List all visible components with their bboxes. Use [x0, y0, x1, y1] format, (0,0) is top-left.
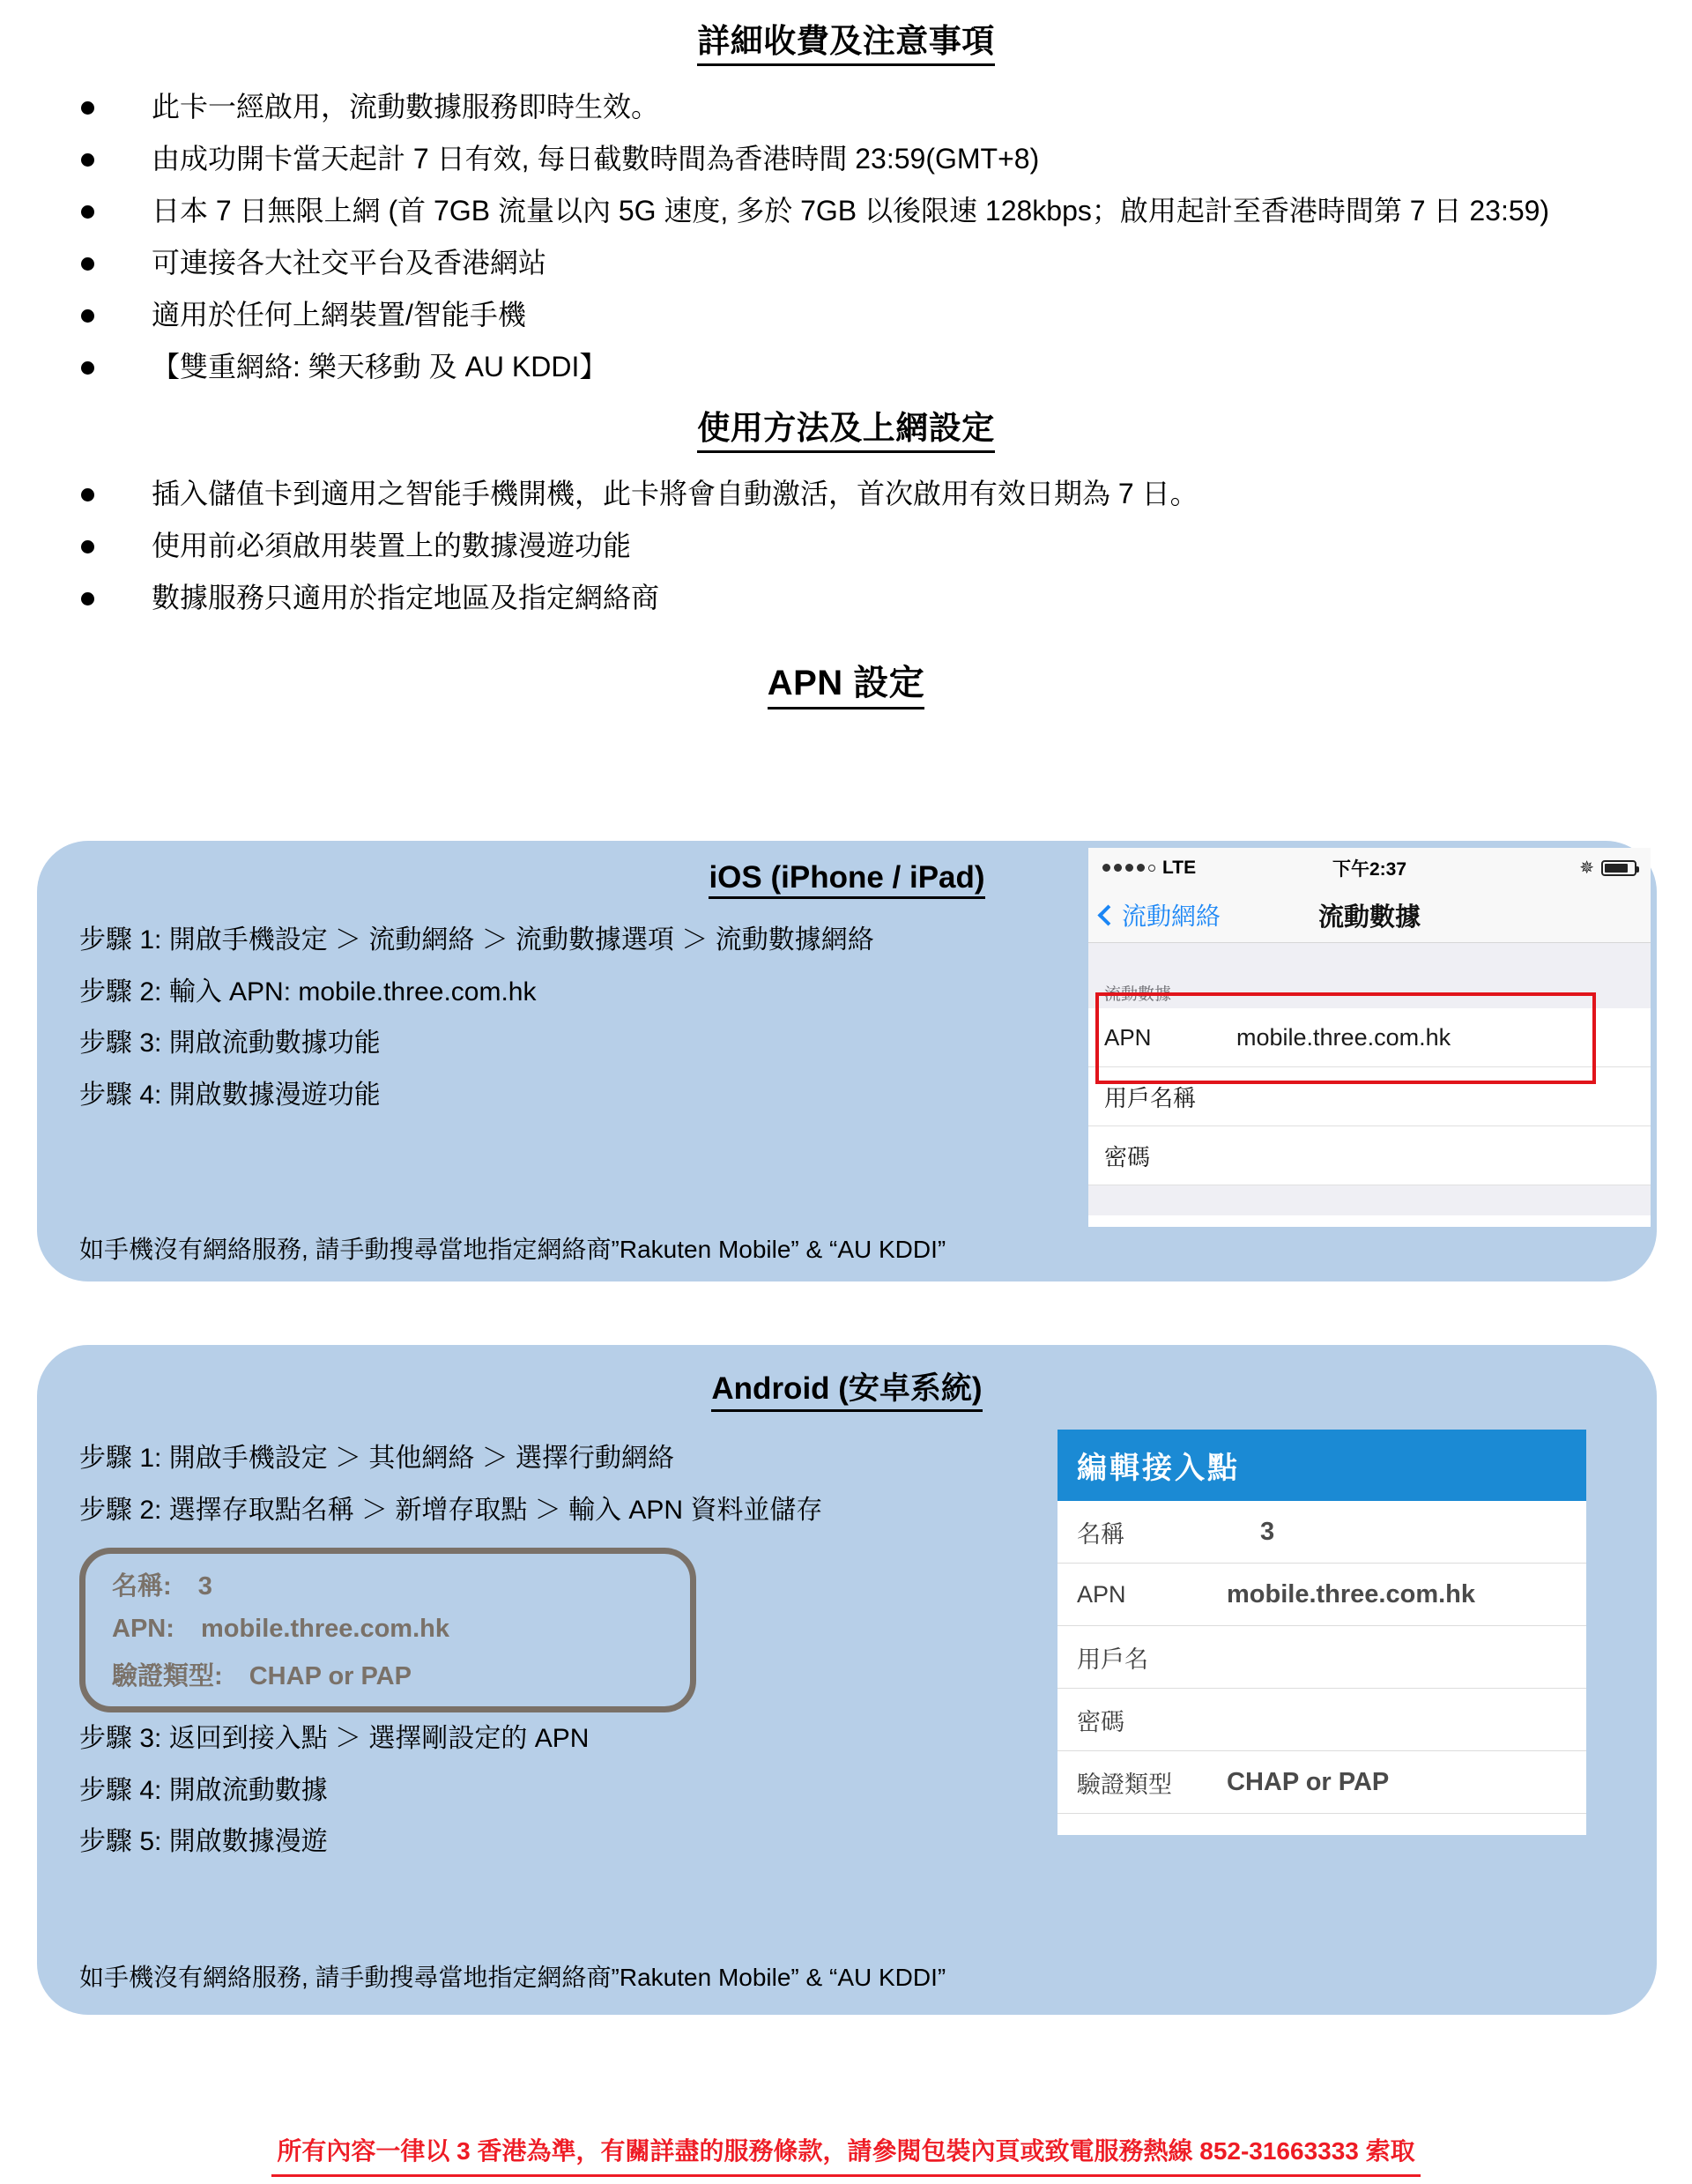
callout-auth-line — [112, 1656, 664, 1692]
list-item — [0, 193, 1692, 229]
callout-apn-key: APN: — [112, 1615, 174, 1643]
android-panel — [37, 1345, 1657, 2015]
status-bar-right-cluster — [1579, 857, 1636, 879]
android-row-username[interactable] — [1058, 1626, 1586, 1689]
ios-panel-note-text: 如手機沒有網絡服務, 請手動搜尋當地指定網絡商”Rakuten Mobile” & “AU KDDI” — [79, 1236, 946, 1263]
bullet-text: 數據服務只適用於指定地區及指定網絡商 — [152, 581, 660, 613]
android-apn-card-header — [1058, 1430, 1586, 1501]
callout-name-key: 名稱: — [112, 1572, 172, 1601]
android-row-username-key: 用戶名 — [1077, 1645, 1148, 1673]
callout-apn-line — [112, 1615, 664, 1644]
android-row-name[interactable] — [1058, 1501, 1586, 1564]
android-apn-callout — [79, 1548, 696, 1712]
bullet-dot-icon — [81, 309, 94, 323]
ios-status-bar — [1088, 848, 1651, 888]
footer-disclaimer-text: 所有內容一律以 3 香港為準，有關詳盡的服務條款，請參閱包裝內頁或致電服務熱線 852-31663333 索取 — [271, 2132, 1420, 2177]
section-1-bullet-list — [0, 89, 1692, 385]
list-item — [0, 580, 1692, 616]
ios-step-3-text: 步驟 3: 開啟流動數據功能 — [79, 1029, 381, 1058]
status-bar-clock: 下午2:37 — [1332, 858, 1407, 880]
ios-username-row[interactable] — [1088, 1067, 1651, 1126]
bullet-text: 使用前必須啟用裝置上的數據漫遊功能 — [152, 529, 632, 561]
android-step-1-text: 步驟 1: 開啟手機設定 ＞ 其他網絡 ＞ 選擇行動網絡 — [79, 1444, 675, 1473]
bullet-text: 此卡一經啟用，流動數據服務即時生效。 — [152, 91, 660, 123]
android-step-2-text: 步驟 2: 選擇存取點名稱 ＞ 新增存取點 ＞ 輸入 APN 資料並儲存 — [79, 1495, 823, 1525]
android-apn-card-header-text: 編輯接入點 — [1077, 1452, 1240, 1485]
ios-username-label: 用戶名稱 — [1104, 1084, 1197, 1111]
android-panel-title — [37, 1345, 1657, 1412]
callout-name-line — [112, 1566, 664, 1602]
bullet-dot-icon — [81, 153, 94, 167]
section-1-heading-text: 詳細收費及注意事項 — [697, 14, 995, 66]
apn-settings-heading-text: APN 設定 — [768, 655, 925, 709]
iphone-screenshot — [1088, 848, 1651, 1227]
bullet-text: 【雙重網絡: 樂天移動 及 AU KDDI】 — [152, 350, 608, 383]
ios-panel-note — [79, 1230, 946, 1266]
list-item — [0, 297, 1692, 333]
bluetooth-icon: ✵ — [1579, 858, 1594, 878]
ios-section-gap — [1088, 943, 1651, 1008]
bullet-dot-icon — [81, 488, 94, 501]
ios-apn-label: APN — [1104, 1023, 1152, 1051]
android-row-auth-key: 驗證類型 — [1077, 1771, 1172, 1798]
bullet-dot-icon — [81, 540, 94, 553]
bullet-text: 適用於任何上網裝置/智能手機 — [152, 298, 526, 331]
page-title: 流動數據 — [1317, 903, 1421, 932]
android-step-4-text: 步驟 4: 開啟流動數據 — [79, 1775, 328, 1805]
android-step-5 — [79, 1827, 589, 1858]
bullet-dot-icon — [81, 361, 94, 375]
section-2-heading-text: 使用方法及上網設定 — [697, 401, 995, 453]
bullet-dot-icon — [81, 101, 94, 115]
list-item — [0, 89, 1692, 125]
ios-apn-value: mobile.three.com.hk — [1236, 1023, 1451, 1051]
callout-auth-key: 驗證類型: — [112, 1662, 223, 1690]
ios-password-label: 密碼 — [1104, 1143, 1151, 1170]
carrier-label: LTE — [1162, 857, 1197, 878]
android-row-auth[interactable] — [1058, 1751, 1586, 1814]
android-step-3-text: 步驟 3: 返回到接入點 ＞ 選擇剛設定的 APN — [79, 1724, 590, 1753]
android-row-password-key: 密碼 — [1077, 1708, 1124, 1735]
android-row-apn[interactable] — [1058, 1564, 1586, 1626]
android-row-name-value: 3 — [1260, 1517, 1275, 1546]
android-panel-note — [79, 1958, 946, 1994]
ios-list-footer — [1088, 1185, 1651, 1215]
ios-step-4-text: 步驟 4: 開啟數據漫遊功能 — [79, 1080, 381, 1110]
bullet-dot-icon — [81, 257, 94, 271]
ios-apn-row[interactable] — [1088, 1008, 1651, 1067]
apn-settings-heading — [0, 655, 1692, 709]
section-1-heading — [0, 14, 1692, 66]
section-2-bullet-list — [0, 476, 1692, 616]
page-root — [0, 14, 1692, 2184]
list-item — [0, 349, 1692, 385]
bullet-text: 由成功開卡當天起計 7 日有效, 每日截數時間為香港時間 23:59(GMT+8) — [152, 142, 1040, 175]
bullet-text: 可連接各大社交平台及香港網站 — [152, 246, 547, 279]
android-panel-note-text: 如手機沒有網絡服務, 請手動搜尋當地指定網絡商”Rakuten Mobile” & “AU KDDI” — [79, 1964, 946, 1991]
android-step-list-bottom — [79, 1724, 589, 1879]
android-row-apn-value: mobile.three.com.hk — [1227, 1579, 1476, 1608]
back-button-label: 流動網絡 — [1122, 903, 1221, 930]
android-step-3 — [79, 1724, 589, 1755]
ios-panel — [37, 841, 1657, 1281]
bullet-dot-icon — [81, 205, 94, 219]
callout-auth-value: CHAP or PAP — [249, 1662, 412, 1690]
android-step-5-text: 步驟 5: 開啟數據漫遊 — [79, 1827, 328, 1856]
list-item — [0, 476, 1692, 512]
android-row-name-key: 名稱 — [1077, 1520, 1124, 1548]
ios-password-row[interactable] — [1088, 1126, 1651, 1185]
bullet-dot-icon — [81, 592, 94, 605]
ios-step-1-text: 步驟 1: 開啟手機設定 ＞ 流動網絡 ＞ 流動數據選項 ＞ 流動數據網絡 — [79, 925, 874, 955]
android-apn-card — [1058, 1430, 1586, 1835]
ios-nav-bar — [1088, 888, 1651, 943]
ios-step-2-text: 步驟 2: 輸入 APN: mobile.three.com.hk — [79, 977, 537, 1007]
list-item — [0, 528, 1692, 564]
section-2-heading — [0, 401, 1692, 453]
list-item — [0, 141, 1692, 177]
android-step-4 — [79, 1776, 589, 1807]
callout-apn-value: mobile.three.com.hk — [200, 1615, 449, 1643]
android-row-password[interactable] — [1058, 1689, 1586, 1751]
footer-disclaimer — [0, 2132, 1692, 2177]
callout-name-value: 3 — [197, 1572, 212, 1601]
android-panel-title-text: Android (安卓系統) — [711, 1364, 982, 1412]
ios-group-label: 流動數據 — [1104, 985, 1172, 1004]
bullet-text: 插入儲值卡到適用之智能手機開機，此卡將會自動激活，首次啟用有效日期為 7 日。 — [152, 477, 1198, 509]
list-item — [0, 245, 1692, 281]
bullet-text: 日本 7 日無限上網 (首 7GB 流量以內 5G 速度, 多於 7GB 以後限速 128kbps；啟用起計至香港時間第 7 日 23:59) — [152, 194, 1550, 227]
ios-panel-title-text: iOS (iPhone / iPad) — [709, 860, 984, 899]
battery-icon — [1601, 860, 1636, 876]
android-row-apn-key: APN — [1077, 1580, 1126, 1608]
android-row-auth-value: CHAP or PAP — [1227, 1767, 1390, 1796]
